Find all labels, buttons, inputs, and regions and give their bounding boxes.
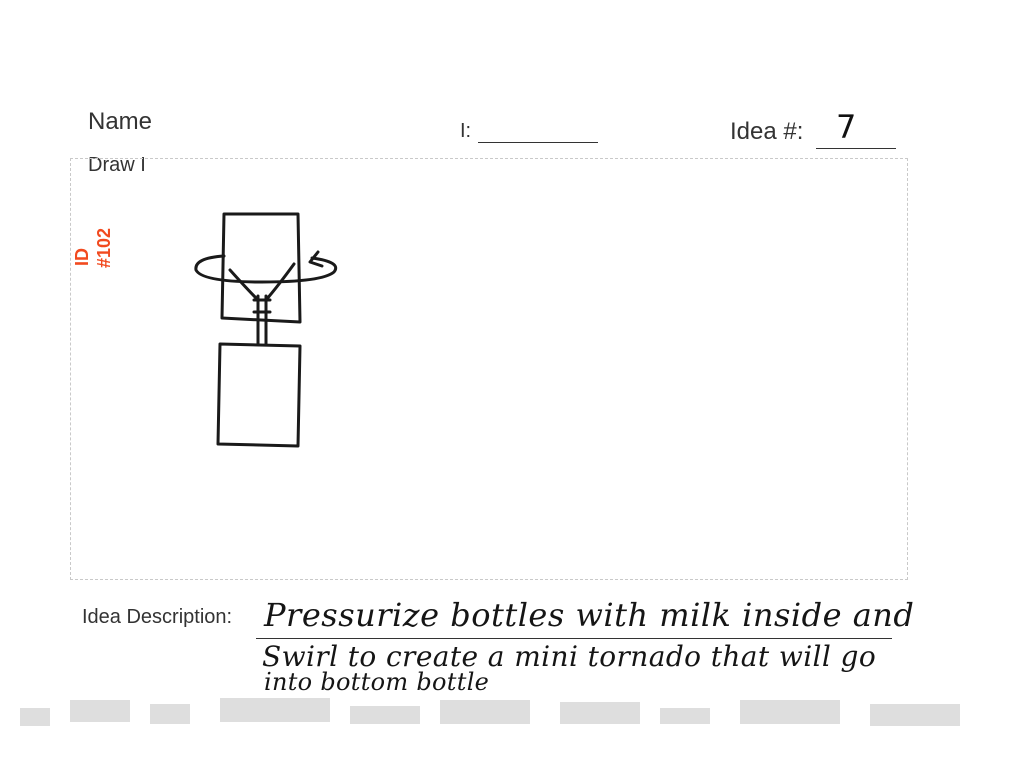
idea-number-value: 7 bbox=[836, 108, 857, 146]
description-line-3: into bottom bottle bbox=[264, 668, 490, 696]
id-stamp-number: #102 bbox=[94, 228, 114, 269]
name-label: Name bbox=[88, 108, 153, 135]
bottom-bottle bbox=[218, 344, 300, 446]
description-line-1: Pressurize bottles with milk inside and bbox=[264, 596, 915, 634]
description-line-2: Swirl to create a mini tornado that will go bbox=[262, 640, 877, 673]
top-bottle bbox=[222, 214, 300, 322]
draw-label: Draw I bbox=[88, 154, 146, 176]
idea-number-label: Idea #: bbox=[730, 118, 804, 145]
id-stamp-label: ID bbox=[72, 248, 92, 266]
swirl-arrow bbox=[196, 256, 336, 282]
idea-description-label: Idea Description: bbox=[82, 606, 233, 628]
date-field-label: I: bbox=[460, 120, 472, 142]
scan-bleed-through bbox=[0, 690, 1020, 750]
idea-description-line bbox=[256, 638, 892, 639]
